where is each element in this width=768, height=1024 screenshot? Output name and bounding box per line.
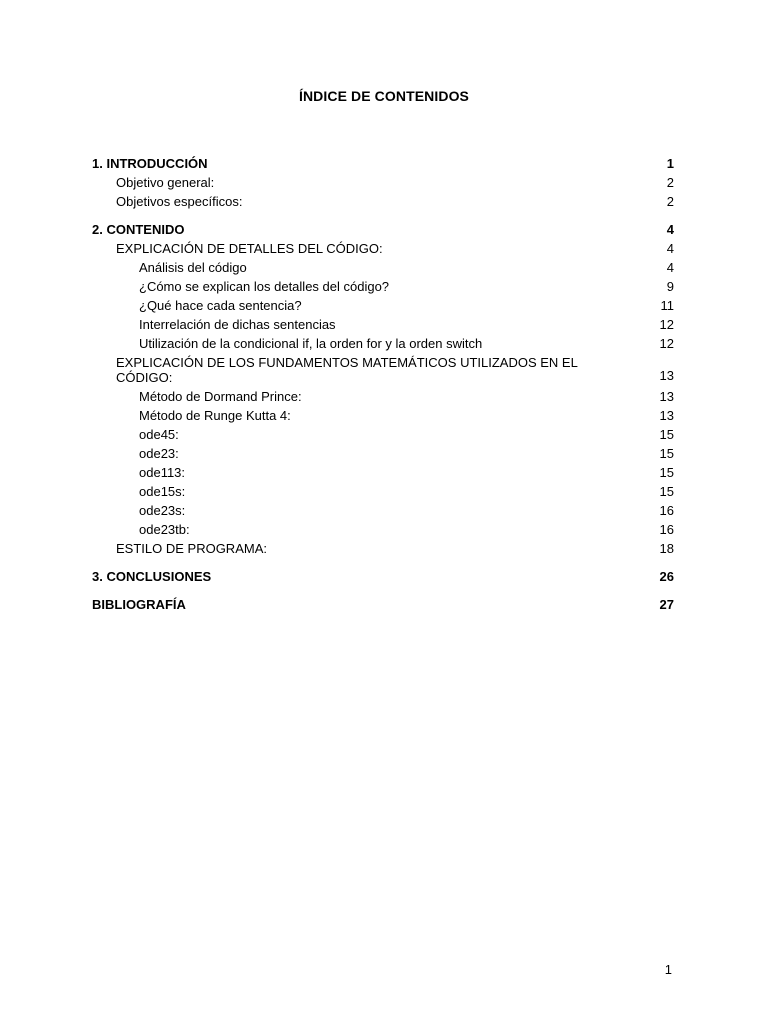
toc-entry-label: Objetivos específicos: bbox=[116, 194, 243, 209]
toc-entry-ode23s[interactable] bbox=[92, 501, 674, 520]
toc-entry-label: ESTILO DE PROGRAMA: bbox=[116, 541, 267, 556]
footer-page-number: 1 bbox=[664, 962, 672, 977]
toc-entry-page: 15 bbox=[659, 427, 674, 442]
toc-entry-label: ode23: bbox=[139, 446, 179, 461]
toc-entry-page: 2 bbox=[666, 175, 674, 190]
toc-entry-page: 16 bbox=[659, 522, 674, 537]
toc-entry-page: 27 bbox=[659, 597, 674, 612]
toc-entry-page: 4 bbox=[666, 222, 674, 237]
toc-entry-estilo[interactable] bbox=[92, 539, 674, 558]
toc-entry-label: EXPLICACIÓN DE DETALLES DEL CÓDIGO: bbox=[116, 241, 383, 256]
toc-entry-label: ode45: bbox=[139, 427, 179, 442]
toc-entry-ode23tb[interactable] bbox=[92, 520, 674, 539]
toc-entry-page: 4 bbox=[666, 241, 674, 256]
toc-entry-page: 15 bbox=[659, 446, 674, 461]
toc-entry-label: Objetivo general: bbox=[116, 175, 215, 190]
toc-entry-page: 15 bbox=[659, 484, 674, 499]
toc-entry-label: 2. CONTENIDO bbox=[92, 222, 185, 237]
toc-entry-page: 16 bbox=[659, 503, 674, 518]
toc-entry-fundamentos[interactable] bbox=[92, 355, 674, 385]
toc-entry-ode45[interactable] bbox=[92, 425, 674, 444]
toc-entry-dormand[interactable] bbox=[92, 387, 674, 406]
toc-entry-page: 13 bbox=[659, 368, 674, 383]
toc-entry-runge[interactable] bbox=[92, 406, 674, 425]
toc-entry-label: ode113: bbox=[139, 465, 186, 480]
toc-entry-ode15s[interactable] bbox=[92, 482, 674, 501]
toc-entry-label: Interrelación de dichas sentencias bbox=[139, 317, 336, 332]
toc-entry-label: 3. CONCLUSIONES bbox=[92, 569, 212, 584]
toc-entry-label: ode23s: bbox=[139, 503, 186, 518]
toc-entry-contenido[interactable] bbox=[92, 220, 674, 239]
toc-entry-objetivo-general[interactable] bbox=[92, 173, 674, 192]
page-title: ÍNDICE DE CONTENIDOS bbox=[298, 88, 469, 104]
toc-entry-ode113[interactable] bbox=[92, 463, 674, 482]
toc-entry-introduccion[interactable] bbox=[92, 154, 674, 173]
toc-entry-label: ode15s: bbox=[139, 484, 186, 499]
toc-entry-label: ¿Qué hace cada sentencia? bbox=[139, 298, 302, 313]
toc-entry-interrelacion[interactable] bbox=[92, 315, 674, 334]
toc-entry-bibliografia[interactable] bbox=[92, 595, 674, 614]
toc-entry-page: 12 bbox=[659, 317, 674, 332]
toc-entry-ode23[interactable] bbox=[92, 444, 674, 463]
toc-entry-page: 9 bbox=[666, 279, 674, 294]
toc-entry-page: 13 bbox=[659, 408, 674, 423]
toc-entry-page: 2 bbox=[666, 194, 674, 209]
toc-entry-como-explican[interactable] bbox=[92, 277, 674, 296]
toc-entry-page: 1 bbox=[666, 156, 674, 171]
toc-entry-analisis[interactable] bbox=[92, 258, 674, 277]
toc-entry-objetivos-especificos[interactable] bbox=[92, 192, 674, 211]
toc-entry-page: 18 bbox=[659, 541, 674, 556]
toc-entry-label: ode23tb: bbox=[139, 522, 190, 537]
toc-entry-explicacion-detalles[interactable] bbox=[92, 239, 674, 258]
toc-entry-page: 12 bbox=[659, 336, 674, 351]
toc-entry-page: 13 bbox=[659, 389, 674, 404]
toc-entry-label: BIBLIOGRAFÍA bbox=[92, 597, 186, 612]
toc-entry-que-hace[interactable] bbox=[92, 296, 674, 315]
toc-entry-conclusiones[interactable] bbox=[92, 567, 674, 586]
toc-entry-label: Utilización de la condicional if, la orden for y la orden switch bbox=[139, 336, 483, 351]
toc-entry-page: 4 bbox=[666, 260, 674, 275]
toc-entry-label: ¿Cómo se explican los detalles del código? bbox=[139, 279, 390, 294]
toc-entry-utilizacion[interactable] bbox=[92, 334, 674, 353]
toc-entry-page: 11 bbox=[660, 298, 674, 313]
toc-entry-label: EXPLICACIÓN DE LOS FUNDAMENTOS MATEMÁTICOS UTILIZADOS EN EL CÓDIGO: bbox=[116, 355, 578, 385]
toc-entry-label: 1. INTRODUCCIÓN bbox=[92, 156, 208, 171]
toc-entry-label: Método de Dormand Prince: bbox=[139, 389, 302, 404]
toc-entry-label: Análisis del código bbox=[139, 260, 247, 275]
toc-entry-label: Método de Runge Kutta 4: bbox=[139, 408, 291, 423]
toc-entry-page: 26 bbox=[659, 569, 674, 584]
toc-entry-page: 15 bbox=[659, 465, 674, 480]
